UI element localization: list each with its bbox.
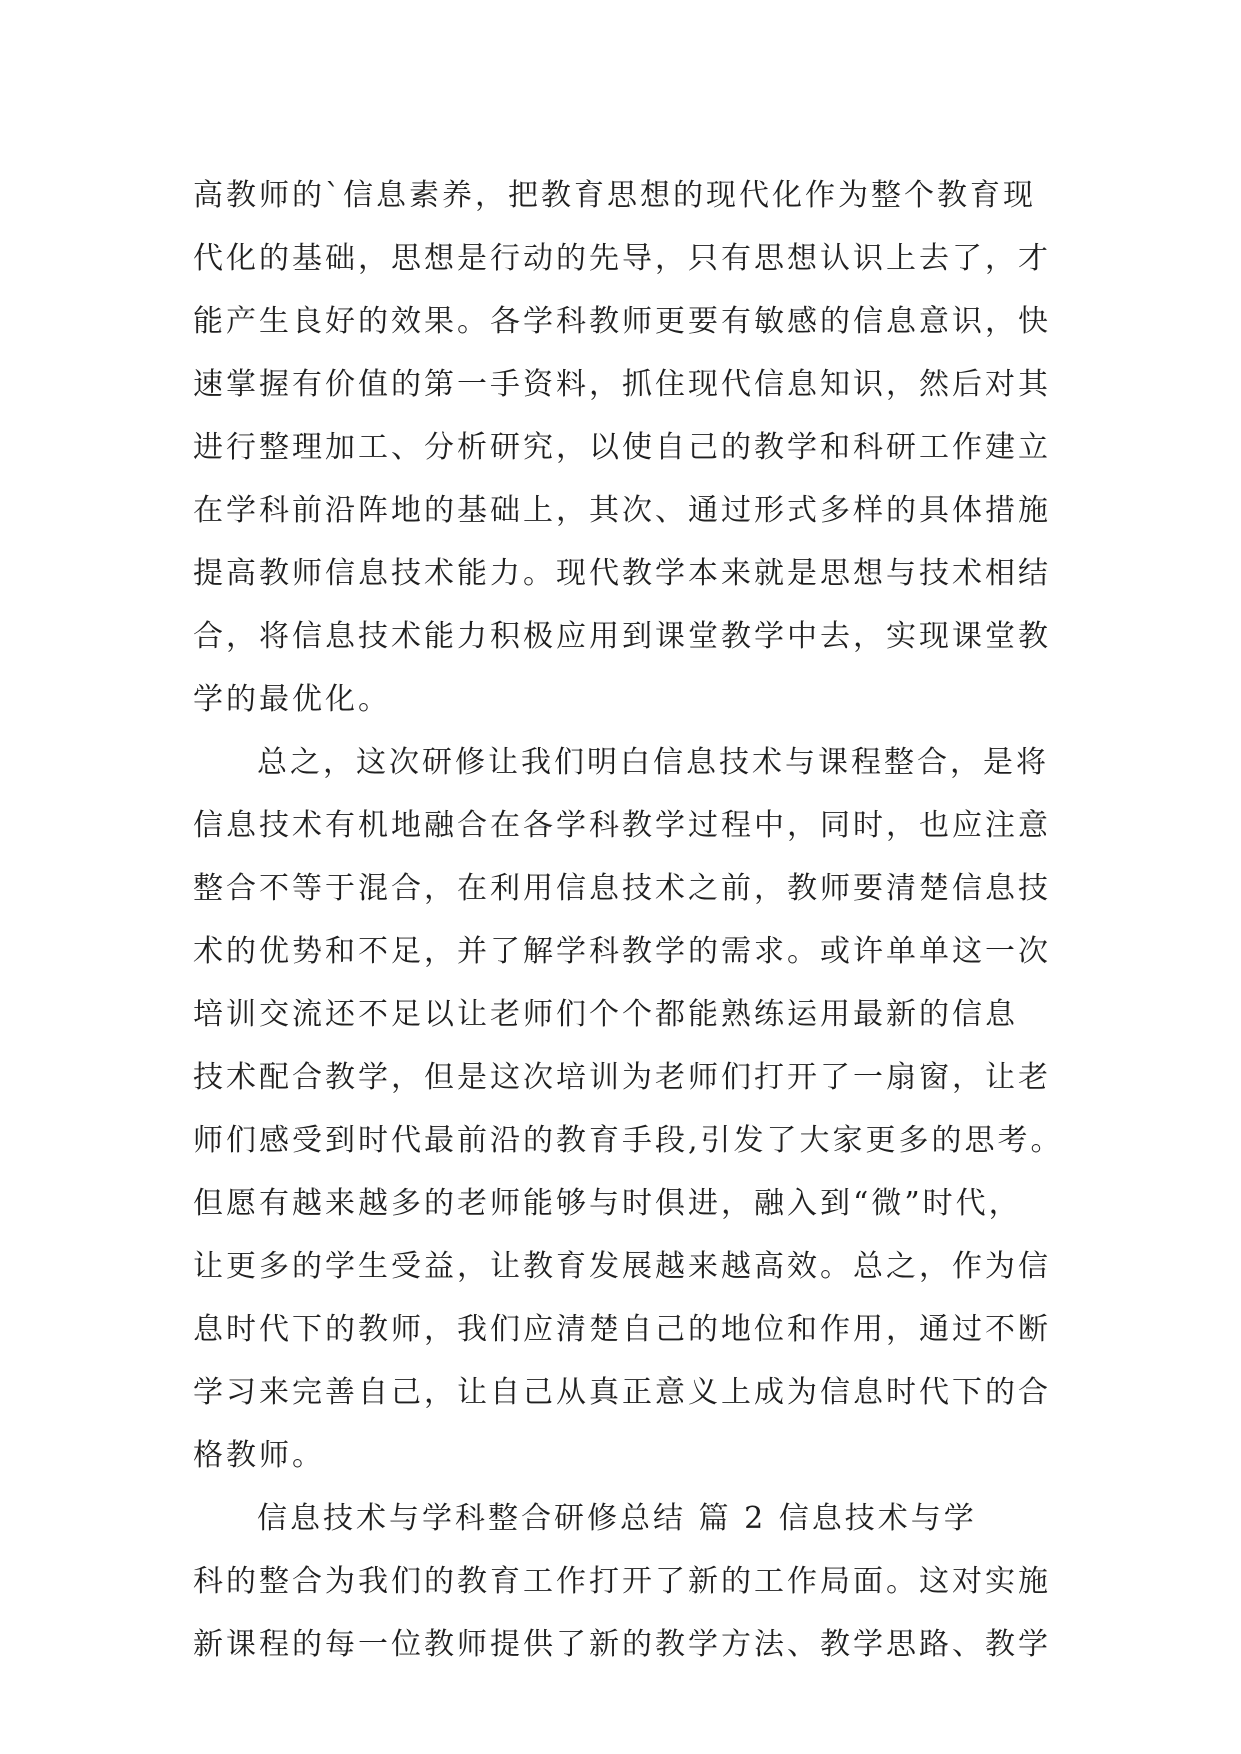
text-line: 术的优势和不足，并了解学科教学的需求。或许单单这一次: [193, 934, 1051, 969]
text-line: 合，将信息技术能力积极应用到课堂教学中去，实现课堂教: [193, 619, 1051, 654]
paragraph-start-line: 总之，这次研修让我们明白信息技术与课程整合，是将: [257, 745, 1049, 780]
text-line: 新课程的每一位教师提供了新的教学方法、教学思路、教学: [193, 1627, 1051, 1662]
text-line: 师们感受到时代最前沿的教育手段,引发了大家更多的思考。: [193, 1123, 1064, 1158]
text-line: 格教师。: [193, 1438, 325, 1473]
text-line: 学的最优化。: [193, 682, 391, 717]
text-line: 速掌握有价值的第一手资料，抓住现代信息知识，然后对其: [193, 367, 1051, 402]
text-line: 但愿有越来越多的老师能够与时俱进，融入到“微”时代，: [193, 1186, 1022, 1221]
text-line: 提高教师信息技术能力。现代教学本来就是思想与技术相结: [193, 556, 1051, 591]
section-heading-line: 信息技术与学科整合研修总结 篇 2 信息技术与学: [257, 1501, 977, 1536]
text-line: 进行整理加工、分析研究，以使自己的教学和科研工作建立: [193, 430, 1051, 465]
text-line: 信息技术有机地融合在各学科教学过程中，同时，也应注意: [193, 808, 1051, 843]
text-line: 息时代下的教师，我们应清楚自己的地位和作用，通过不断: [193, 1312, 1051, 1347]
text-line: 整合不等于混合，在利用信息技术之前，教师要清楚信息技: [193, 871, 1051, 906]
text-line: 能产生良好的效果。各学科教师更要有敏感的信息意识，快: [193, 304, 1051, 339]
text-line: 培训交流还不足以让老师们个个都能熟练运用最新的信息: [193, 997, 1018, 1032]
text-line: 在学科前沿阵地的基础上，其次、通过形式多样的具体措施: [193, 493, 1051, 528]
text-line: 让更多的学生受益，让教育发展越来越高效。总之，作为信: [193, 1249, 1051, 1284]
text-line: 代化的基础，思想是行动的先导，只有思想认识上去了，才: [193, 241, 1051, 276]
text-line: 技术配合教学，但是这次培训为老师们打开了一扇窗，让老: [193, 1060, 1051, 1095]
text-line: 高教师的`信息素养，把教育思想的现代化作为整个教育现: [193, 178, 1036, 213]
text-line: 学习来完善自己，让自己从真正意义上成为信息时代下的合: [193, 1375, 1051, 1410]
text-line: 科的整合为我们的教育工作打开了新的工作局面。这对实施: [193, 1564, 1051, 1599]
document-body: [193, 164, 1073, 1676]
